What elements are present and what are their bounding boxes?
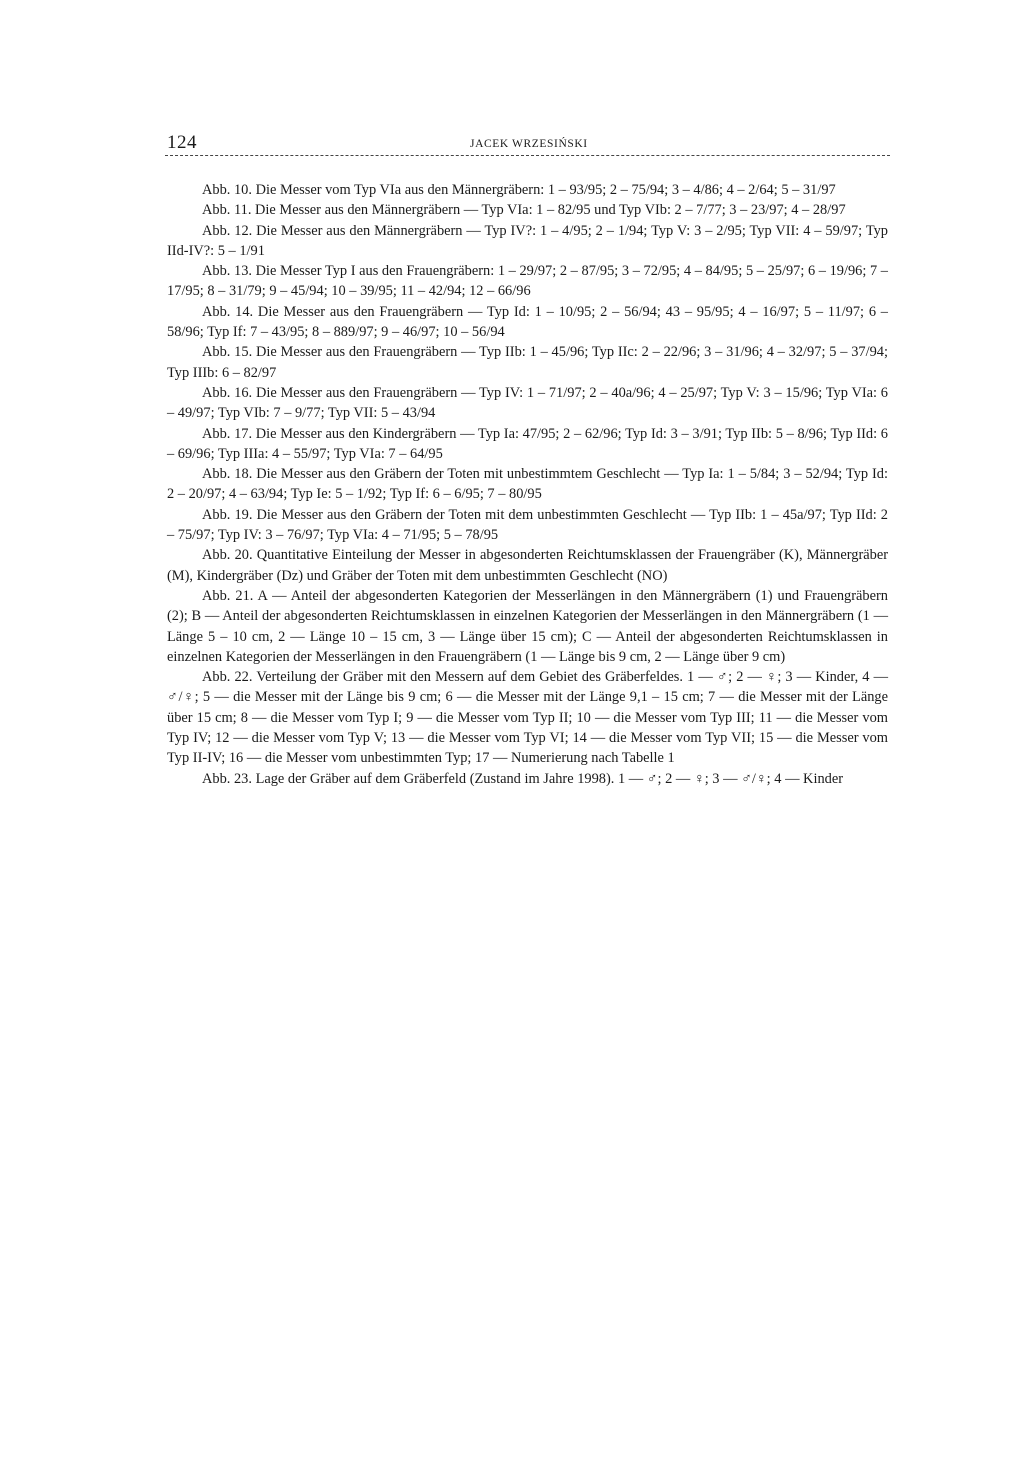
- caption-abb-19: Abb. 19. Die Messer aus den Gräbern der Toten mit dem unbestimmten Geschlecht — Typ IIb: 1 – 45a/97; Typ IId: 2 – 75/97; Typ IV: 3 – 76/97; Typ VIa: 4 – 71/95; 5 – 78/95: [167, 506, 888, 544]
- caption-abb-14: Abb. 14. Die Messer aus den Frauengräbern — Typ Id: 1 – 10/95; 2 – 56/94; 43 – 95/95; 4 – 16/97; 5 – 11/97; 6 – 58/96; Typ If: 7 – 43/95; 8 – 889/97; 9 – 46/97; 10 – 56/94: [167, 303, 888, 341]
- caption-abb-15: Abb. 15. Die Messer aus den Frauengräbern — Typ IIb: 1 – 45/96; Typ IIc: 2 – 22/96; 3 – 31/96; 4 – 32/97; 5 – 37/94; Typ IIIb: 6 – 82/97: [167, 344, 888, 381]
- caption-abb-16: Abb. 16. Die Messer aus den Frauengräbern — Typ IV: 1 – 71/97; 2 – 40a/96; 4 – 25/97; Typ V: 3 – 15/96; Typ VIa: 6 – 49/97; Typ VIb: 7 – 9/77; Typ VII: 5 – 43/94: [167, 384, 888, 422]
- caption-abb-20: Abb. 20. Quantitative Einteilung der Messer in abgesonderten Reichtumsklassen der Frauengräber (K), Männergräber (M), Kindergräber (Dz) und Gräber der Toten mit dem unbestimmten Geschlecht (NO): [167, 547, 888, 584]
- header-rule: [165, 155, 890, 156]
- running-head: JACEK WRZESIŃSKI: [470, 138, 588, 150]
- page-number: 124: [167, 132, 197, 153]
- caption-abb-17: Abb. 17. Die Messer aus den Kindergräbern — Typ Ia: 47/95; 2 – 62/96; Typ Id: 3 – 3/91; Typ IIb: 5 – 8/96; Typ IId: 6 – 69/96; Typ IIIa: 4 – 55/97; Typ VIa: 7 – 64/95: [167, 425, 888, 462]
- caption-abb-21: Abb. 21. A — Anteil der abgesonderten Kategorien der Messerlängen in den Männergräbern (1) und Frauengräbern (2); B — Anteil der abgesonderten Reichtumsklassen in einzelnen Kategorien der Messerlängen in den Männergräbern (1 — Länge 5 – 10 cm, 2 — Länge 10 – 15 cm, 3 — Länge über 15 cm); C — Anteil der abgesonderten Reichtumsklassen in einzelnen Kategorien der Messerlängen in den Frauengräbern (1 — Länge bis 9 cm, 2 — Länge über 9 cm): [167, 587, 888, 665]
- caption-abb-11: Abb. 11. Die Messer aus den Männergräbern — Typ VIa: 1 – 82/95 und Typ VIb: 2 – 7/77; 3 – 23/97; 4 – 28/97: [202, 202, 846, 219]
- page-header: [165, 128, 890, 158]
- figure-captions: [167, 180, 888, 789]
- caption-abb-23: Abb. 23. Lage der Gräber auf dem Gräberfeld (Zustand im Jahre 1998). 1 — ♂; 2 — ♀; 3 — ♂/♀; 4 — Kinder: [202, 770, 844, 787]
- caption-abb-10: Abb. 10. Die Messer vom Typ VIa aus den Männergräbern: 1 – 93/95; 2 – 75/94; 3 – 4/86; 4 – 2/64; 5 – 31/97: [202, 182, 836, 198]
- caption-abb-22: Abb. 22. Verteilung der Gräber mit den Messern auf dem Gebiet des Gräberfeldes. 1 — ♂; 2 — ♀; 3 — Kinder, 4 — ♂/♀; 5 — die Messer mit der Länge bis 9 cm; 6 — die Messer mit der Länge 9,1 – 15 cm; 7 — die Messer mit der Länge über 15 cm; 8 — die Messer vom Typ I; 9 — die Messer vom Typ II; 10 — die Messer vom Typ III; 11 — die Messer vom Typ IV; 12 — die Messer vom Typ V; 13 — die Messer vom Typ VI; 14 — die Messer vom Typ VII; 15 — die Messer vom Typ II-IV; 16 — die Messer vom unbestimmten Typ; 17 — Numerierung nach Tabelle 1: [167, 669, 888, 767]
- caption-abb-18: Abb. 18. Die Messer aus den Gräbern der Toten mit unbestimmtem Geschlecht — Typ Ia: 1 – 5/84; 3 – 52/94; Typ Id: 2 – 20/97; 4 – 63/94; Typ Ie: 5 – 1/92; Typ If: 6 – 6/95; 7 – 80/95: [167, 466, 888, 503]
- caption-abb-13: Abb. 13. Die Messer Typ I aus den Frauengräbern: 1 – 29/97; 2 – 87/95; 3 – 72/95; 4 – 84/95; 5 – 25/97; 6 – 19/96; 7 – 17/95; 8 – 31/79; 9 – 45/94; 10 – 39/95; 11 – 42/94; 12 – 66/96: [167, 263, 888, 300]
- caption-abb-12: Abb. 12. Die Messer aus den Männergräbern — Typ IV?: 1 – 4/95; 2 – 1/94; Typ V: 3 – 2/95; Typ VII: 4 – 59/97; Typ IId-IV?: 5 – 1/91: [167, 222, 888, 259]
